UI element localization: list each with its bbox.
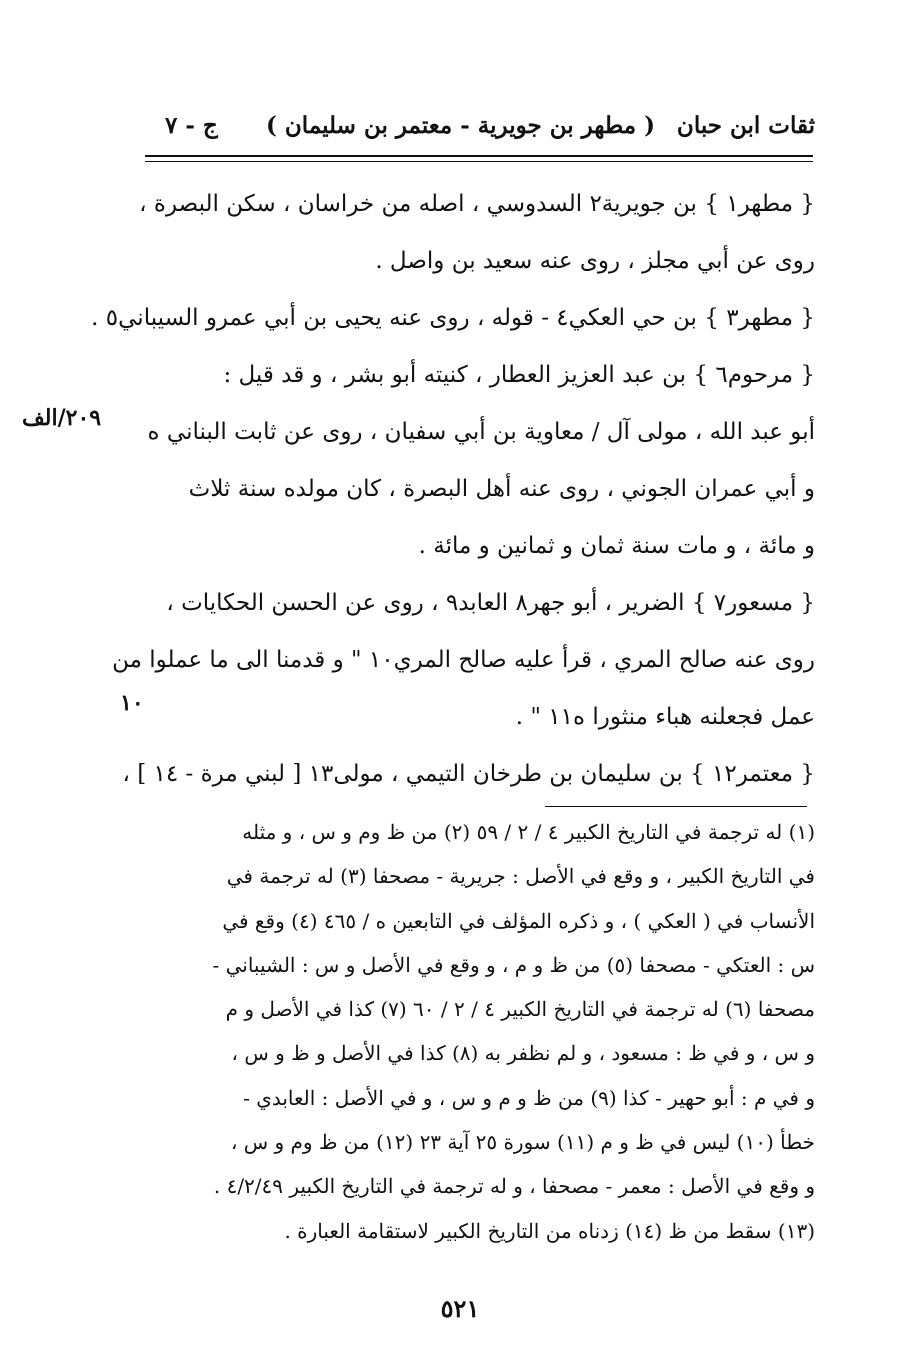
text-line: { معتمر١٢ } بن سليمان بن طرخان التيمي ، مولى١٣ [ لبني مرة - ١٤ ] ،: [122, 761, 815, 787]
text-line: و أبي عمران الجوني ، روى عنه أهل البصرة ، كان مولده سنة ثلاث: [188, 476, 815, 502]
footnote-line: و وقع في الأصل : معمر - مصحفا ، و له ترجمة في التاريخ الكبير ٤/٢/٤٩ .: [213, 1174, 815, 1199]
text-line: روى عن أبي مجلز ، روى عنه سعيد بن واصل .: [375, 248, 815, 274]
footnotes: [140, 810, 815, 1253]
folio-marker: ٢٠٩/الف: [22, 405, 102, 431]
footnote-line: خطأ (١٠) ليس في ظ و م (١١) سورة ٢٥ آية ٢٣ (١٢) من ظ وم و س ،: [230, 1130, 815, 1155]
running-header: [145, 108, 815, 148]
footnote-line: و في م : أبو حهير - كذا (٩) من ظ و م و س ، و في الأصل : العابدي -: [243, 1085, 815, 1110]
footnote-line: (١٣) سقط من ظ (١٤) زدناه من التاريخ الكبير لاستقامة العبارة .: [284, 1218, 815, 1243]
footnote-line: و س ، و في ظ : مسعود ، و لم نظفر به (٨) كذا في الأصل و ظ و س ،: [231, 1041, 815, 1066]
text-line: { مرحوم٦ } بن عبد العزيز العطار ، كنيته أبو بشر ، و قد قيل :: [223, 362, 815, 388]
footnote-line: س : العتكي - مصحفا (٥) من ظ و م ، و وقع في الأصل و س : الشيباني -: [212, 952, 815, 977]
footnote-rule: [545, 806, 807, 807]
footnote-line: (١) له ترجمة في التاريخ الكبير ٤ / ٢ / ٥٩ (٢) من ظ وم و س ، و مثله: [242, 820, 815, 844]
text-line: روى عنه صالح المري ، قرأ عليه صالح المري١٠ " و قدمنا الى ما عملوا من: [112, 647, 815, 673]
page-number: ٥٢١: [440, 1294, 480, 1323]
footnote-line: في التاريخ الكبير ، و وقع في الأصل : جريرية - مصحفا (٣) له ترجمة في: [226, 864, 815, 889]
main-text: [91, 176, 815, 803]
footnote-line: مصحفا (٦) له ترجمة في التاريخ الكبير ٤ / ٢ / ٦٠ (٧) كذا في الأصل و م: [225, 997, 815, 1022]
header-volume: ج - ٧: [165, 112, 218, 139]
text-line: و مائة ، و مات سنة ثمان و ثمانين و مائة .: [418, 533, 815, 559]
text-line: أبو عبد الله ، مولى آل / معاوية بن أبي سفيان ، روى عن ثابت البناني ه: [147, 419, 815, 445]
text-line: { مطهر١ } بن جويرية٢ السدوسي ، اصله من خراسان ، سكن البصرة ،: [139, 191, 815, 217]
text-line: { مسعور٧ } الضرير ، أبو جهر٨ العابد٩ ، روى عن الحسن الحكايات ،: [166, 590, 815, 616]
header-book-title: ثقات ابن حبان: [676, 112, 815, 139]
header-entry-range: ( مطهر بن جويرية - معتمر بن سليمان ): [266, 112, 655, 139]
text-line: { مطهر٣ } بن حي العكي٤ - قوله ، روى عنه يحيى بن أبي عمرو السيباني٥ .: [91, 305, 815, 331]
footnote-line: الأنساب في ( العكي ) ، و ذكره المؤلف في التابعين ه / ٤٦٥ (٤) وقع في: [222, 908, 815, 933]
text-line: عمل فجعلنه هباء منثورا ه١١ " .: [515, 704, 815, 730]
header-rule-thin: [145, 161, 813, 162]
line-number: ١٠: [120, 690, 144, 716]
header-rule-thick: [145, 155, 813, 157]
